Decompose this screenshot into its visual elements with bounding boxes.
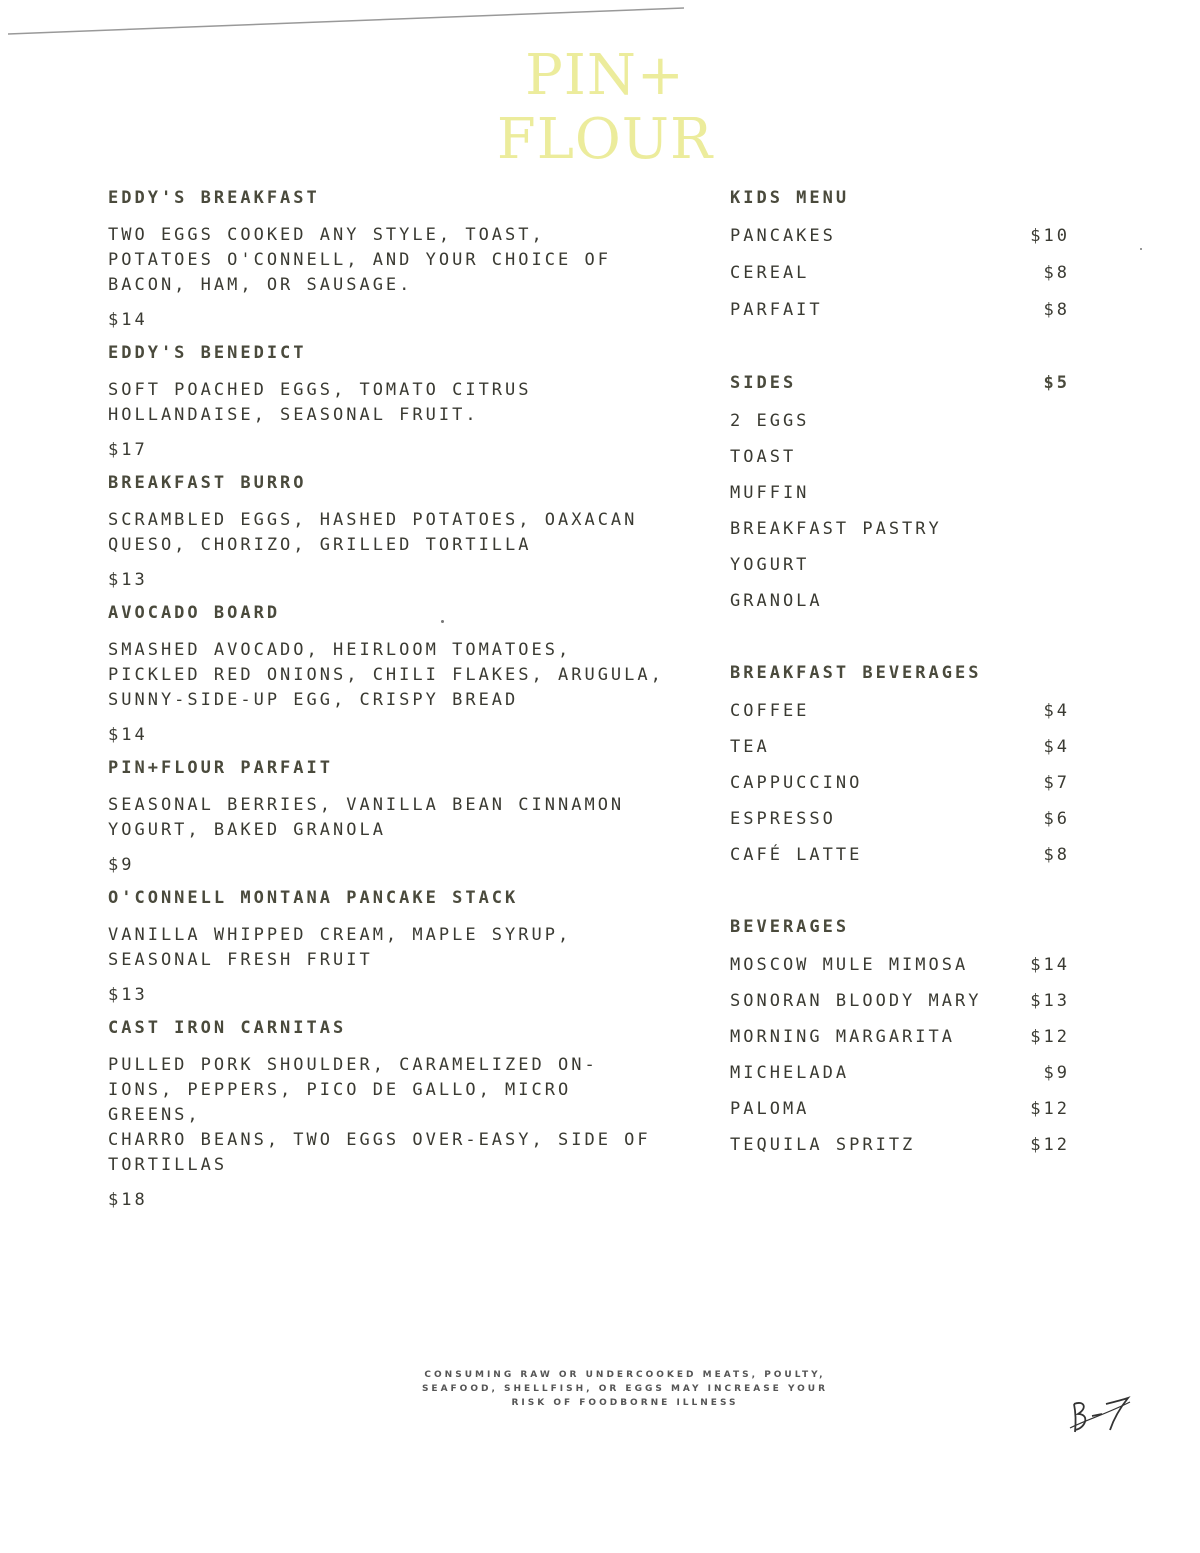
beverages-section [730,917,1070,1171]
section-title: KIDS MENU [730,188,850,208]
section-title: BEVERAGES [730,917,850,937]
item-description: SCRAMBLED EGGS, HASHED POTATOES, OAXACAN QUESO, CHORIZO, GRILLED TORTILLA [108,510,638,555]
list-item: CEREAL $8 [730,263,1070,283]
list-item: BREAKFAST PASTRY [730,519,942,539]
list-item: ESPRESSO $6 [730,809,1070,829]
item-price: $18 [108,1190,148,1210]
list-item: PANCAKES $10 [730,226,1070,246]
item-name: EDDY'S BREAKFAST [108,188,320,208]
item-description: SOFT POACHED EGGS, TOMATO CITRUS HOLLANDAISE, SEASONAL FRUIT. [108,380,532,425]
list-item: COFFEE $4 [730,701,1070,721]
list-item: SONORAN BLOODY MARY $13 [730,991,1070,1011]
list-item: YOGURT [730,555,810,575]
menu-item [108,888,668,1005]
item-price: $14 [108,725,148,745]
scan-edge-line [8,4,684,44]
list-item: TOAST [730,447,797,467]
item-price: $17 [108,440,148,460]
list-item: TEQUILA SPRITZ $12 [730,1135,1070,1155]
menu-item [108,603,668,745]
food-safety-disclaimer: CONSUMING RAW OR UNDERCOOKED MEATS, POULTY, SEAFOOD, SHELLFISH, OR EGGS MAY INCREASE YOUR RISK OF FOODBORNE ILLNESS [421,1370,829,1408]
list-item: 2 EGGS [730,411,810,431]
list-item: MUFFIN [730,483,810,503]
item-name: AVOCADO BOARD [108,603,281,623]
section-title: BREAKFAST BEVERAGES [730,663,982,683]
menu-item [108,758,668,875]
sides-section [730,373,1070,627]
logo [490,44,720,172]
list-item: PALOMA $12 [730,1099,1070,1119]
item-name: PIN+FLOUR PARFAIT [108,758,333,778]
item-name: CAST IRON CARNITAS [108,1018,347,1038]
handwritten-signature [1066,1380,1136,1440]
item-description: VANILLA WHIPPED CREAM, MAPLE SYRUP, SEASONAL FRESH FRUIT [108,925,572,970]
list-item: MOSCOW MULE MIMOSA $14 [730,955,1070,975]
item-description: TWO EGGS COOKED ANY STYLE, TOAST, POTATOES O'CONNELL, AND YOUR CHOICE OF BACON, HAM, OR SAUSAGE. [108,225,611,295]
item-price: $9 [108,855,135,875]
menu-item [108,343,668,460]
item-description: PULLED PORK SHOULDER, CARAMELIZED ON- IONS, PEPPERS, PICO DE GALLO, MICRO GREENS, CHARRO BEANS, TWO EGGS OVER-EASY, SIDE OF TORTILLAS [108,1055,651,1175]
menu-item [108,473,668,590]
breakfast-beverages-section [730,663,1070,881]
right-menu-column [730,188,1070,1207]
kids-menu-section [730,188,1070,337]
list-item: PARFAIT $8 [730,300,1070,320]
logo-line2: FLOUR [496,107,714,172]
item-name: O'CONNELL MONTANA PANCAKE STACK [108,888,519,908]
item-name: BREAKFAST BURRO [108,473,307,493]
item-price: $14 [108,310,148,330]
list-item: MICHELADA $9 [730,1063,1070,1083]
list-item: CAPPUCCINO $7 [730,773,1070,793]
section-title: SIDES $5 [730,373,1070,393]
logo-line1: PIN+ [525,43,685,108]
menu-item [108,188,668,330]
item-description: SMASHED AVOCADO, HEIRLOOM TOMATOES, PICKLED RED ONIONS, CHILI FLAKES, ARUGULA, SUNNY-SIDE-UP EGG, CRISPY BREAD [108,640,664,710]
list-item: MORNING MARGARITA $12 [730,1027,1070,1047]
list-item: TEA $4 [730,737,1070,757]
list-item: CAFÉ LATTE $8 [730,845,1070,865]
item-description: SEASONAL BERRIES, VANILLA BEAN CINNAMON YOGURT, BAKED GRANOLA [108,795,625,840]
sides-price: $5 [1043,373,1070,393]
menu-item [108,1018,668,1210]
scan-speck [441,620,444,623]
breakfast-items-column [108,188,668,1223]
item-price: $13 [108,570,148,590]
item-price: $13 [108,985,148,1005]
list-item: GRANOLA [730,591,823,611]
scan-speck [1140,248,1142,250]
item-name: EDDY'S BENEDICT [108,343,307,363]
